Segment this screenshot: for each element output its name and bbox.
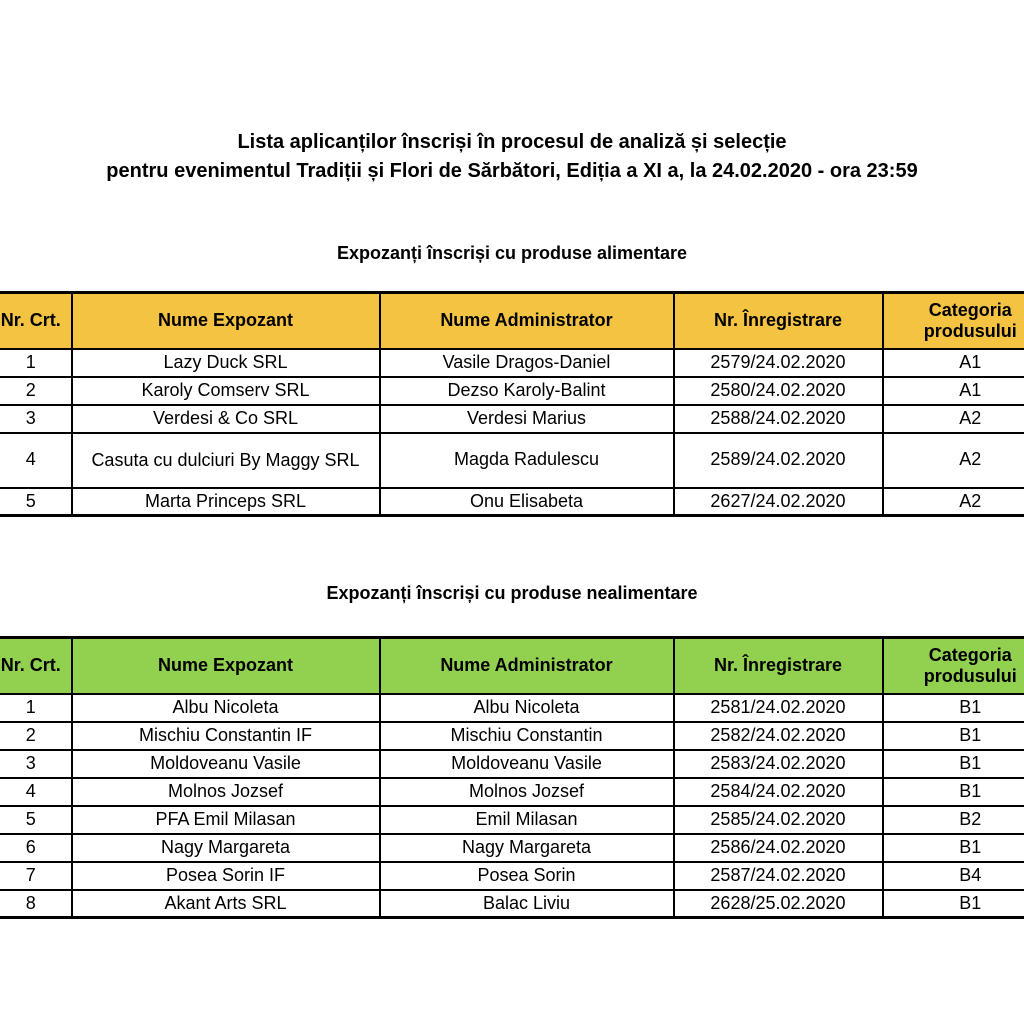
administrator-cell: Albu Nicoleta <box>380 694 674 722</box>
table-row <box>0 890 1024 918</box>
administrator-cell: Magda Radulescu <box>380 433 674 488</box>
administrator-cell: Verdesi Marius <box>380 405 674 433</box>
category-cell: A2 <box>883 405 1024 433</box>
table-row <box>0 405 1024 433</box>
category-cell: B1 <box>883 750 1024 778</box>
column-header-nr-inregistrare: Nr. Înregistrare <box>674 293 883 349</box>
registration-cell: 2584/24.02.2020 <box>674 778 883 806</box>
administrator-cell: Emil Milasan <box>380 806 674 834</box>
column-header-nr-inregistrare: Nr. Înregistrare <box>674 638 883 694</box>
table-header-row <box>0 638 1024 694</box>
registration-cell: 2627/24.02.2020 <box>674 488 883 516</box>
row-number-cell: 1 <box>0 349 72 377</box>
expozant-cell: Lazy Duck SRL <box>72 349 380 377</box>
registration-cell: 2582/24.02.2020 <box>674 722 883 750</box>
row-number-cell: 1 <box>0 694 72 722</box>
expozant-cell <box>72 433 380 488</box>
food-products-table <box>0 291 1024 517</box>
nonfood-products-table <box>0 636 1024 919</box>
registration-cell: 2586/24.02.2020 <box>674 834 883 862</box>
table-row <box>0 778 1024 806</box>
category-cell: B2 <box>883 806 1024 834</box>
section-title-alimentare: Expozanți înscriși cu produse alimentare <box>336 243 688 263</box>
expozant-cell: Albu Nicoleta <box>72 694 380 722</box>
administrator-cell: Balac Liviu <box>380 890 674 918</box>
category-cell: B1 <box>883 834 1024 862</box>
table-row <box>0 806 1024 834</box>
row-number-cell: 7 <box>0 862 72 890</box>
category-cell: B1 <box>883 694 1024 722</box>
page-title-line2: pentru evenimentul Tradiții și Flori de Sărbători, Ediția a XI a, la 24.02.2020 - ora 23:59 <box>106 160 918 182</box>
table-header-row <box>0 293 1024 349</box>
administrator-cell: Onu Elisabeta <box>380 488 674 516</box>
table-row <box>0 488 1024 516</box>
registration-cell: 2579/24.02.2020 <box>674 349 883 377</box>
column-header-nume-administrator: Nume Administrator <box>380 293 674 349</box>
registration-cell: 2589/24.02.2020 <box>674 433 883 488</box>
category-cell: B1 <box>883 890 1024 918</box>
registration-cell: 2583/24.02.2020 <box>674 750 883 778</box>
column-header-categoria-produsului: Categoria produsului <box>883 638 1024 694</box>
column-header-nume-expozant: Nume Expozant <box>72 293 380 349</box>
row-number-cell: 3 <box>0 405 72 433</box>
expozant-cell-text: Casuta cu dulciuri By Maggy SRL <box>91 449 360 470</box>
table-row <box>0 834 1024 862</box>
expozant-cell: Moldoveanu Vasile <box>72 750 380 778</box>
table-row <box>0 694 1024 722</box>
category-cell: A1 <box>883 349 1024 377</box>
category-cell: B1 <box>883 778 1024 806</box>
page-title-line1: Lista aplicanților înscriși în procesul de analiză și selecție <box>237 131 787 153</box>
registration-cell: 2587/24.02.2020 <box>674 862 883 890</box>
table-row <box>0 433 1024 488</box>
page-title <box>0 128 1024 186</box>
administrator-cell: Mischiu Constantin <box>380 722 674 750</box>
expozant-cell: Nagy Margareta <box>72 834 380 862</box>
administrator-cell: Dezso Karoly-Balint <box>380 377 674 405</box>
row-number-cell: 4 <box>0 433 72 488</box>
administrator-cell: Nagy Margareta <box>380 834 674 862</box>
table-row <box>0 722 1024 750</box>
row-number-cell: 5 <box>0 806 72 834</box>
expozant-cell: Molnos Jozsef <box>72 778 380 806</box>
expozant-cell: Marta Princeps SRL <box>72 488 380 516</box>
row-number-cell: 4 <box>0 778 72 806</box>
row-number-cell: 5 <box>0 488 72 516</box>
administrator-cell: Posea Sorin <box>380 862 674 890</box>
section-title-nealimentare: Expozanți înscriși cu produse nealimentare <box>326 583 698 603</box>
administrator-cell: Moldoveanu Vasile <box>380 750 674 778</box>
column-header-nume-expozant: Nume Expozant <box>72 638 380 694</box>
column-header-nume-administrator: Nume Administrator <box>380 638 674 694</box>
registration-cell: 2585/24.02.2020 <box>674 806 883 834</box>
column-header-nr-crt: Nr. Crt. <box>0 638 72 694</box>
category-cell: A1 <box>883 377 1024 405</box>
expozant-cell: Mischiu Constantin IF <box>72 722 380 750</box>
row-number-cell: 2 <box>0 722 72 750</box>
row-number-cell: 2 <box>0 377 72 405</box>
row-number-cell: 3 <box>0 750 72 778</box>
row-number-cell: 8 <box>0 890 72 918</box>
category-cell: B1 <box>883 722 1024 750</box>
table-row <box>0 862 1024 890</box>
registration-cell: 2588/24.02.2020 <box>674 405 883 433</box>
administrator-cell: Molnos Jozsef <box>380 778 674 806</box>
category-cell: A2 <box>883 488 1024 516</box>
expozant-cell: Verdesi & Co SRL <box>72 405 380 433</box>
registration-cell: 2580/24.02.2020 <box>674 377 883 405</box>
registration-cell: 2628/25.02.2020 <box>674 890 883 918</box>
expozant-cell: Akant Arts SRL <box>72 890 380 918</box>
table-row <box>0 349 1024 377</box>
category-cell: A2 <box>883 433 1024 488</box>
column-header-categoria-produsului: Categoria produsului <box>883 293 1024 349</box>
category-cell: B4 <box>883 862 1024 890</box>
column-header-nr-crt: Nr. Crt. <box>0 293 72 349</box>
expozant-cell: Karoly Comserv SRL <box>72 377 380 405</box>
expozant-cell: PFA Emil Milasan <box>72 806 380 834</box>
registration-cell: 2581/24.02.2020 <box>674 694 883 722</box>
expozant-cell: Posea Sorin IF <box>72 862 380 890</box>
table-row <box>0 750 1024 778</box>
administrator-cell: Vasile Dragos-Daniel <box>380 349 674 377</box>
table-row <box>0 377 1024 405</box>
row-number-cell: 6 <box>0 834 72 862</box>
